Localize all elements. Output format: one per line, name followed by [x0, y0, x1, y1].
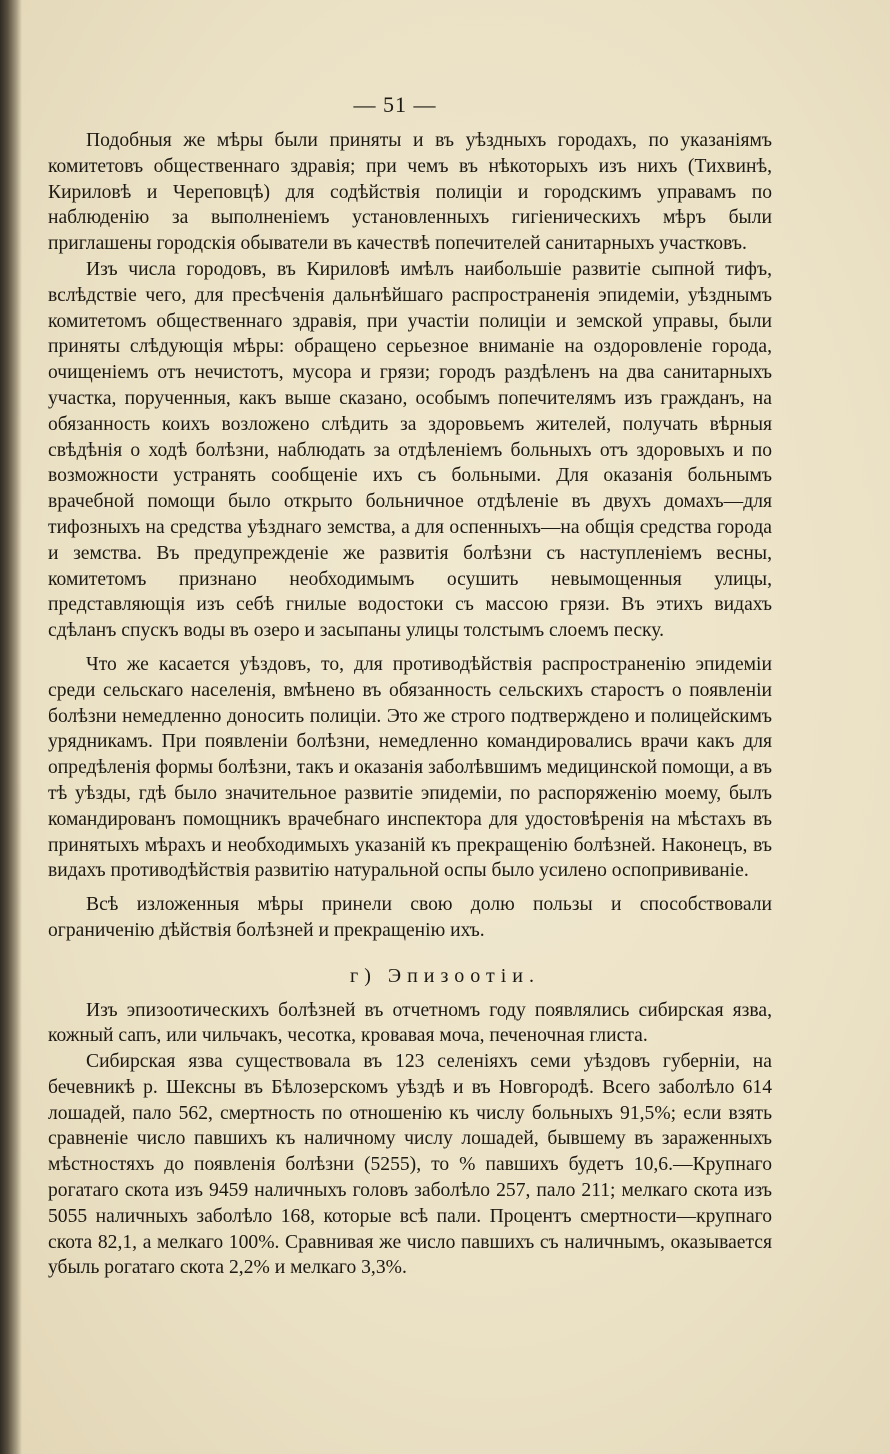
book-binding-edge	[0, 0, 22, 1454]
body-text	[48, 128, 772, 1281]
paragraph: Изъ эпизоотическихъ болѣзней въ отчетномъ году появлялись сибирская язва, кожный сапъ, или чильчакъ, чесотка, кровавая моча, печеночная глиста.	[48, 999, 772, 1047]
section-heading: г) Эпизоотіи.	[350, 964, 540, 987]
page-number: — 51 —	[353, 92, 437, 117]
paragraph: Всѣ изложенныя мѣры принели свою долю пользы и способствовали ограниченію дѣйствія болѣзней и прекращенію ихъ.	[48, 894, 772, 941]
paragraph: Изъ числа городовъ, въ Кириловѣ имѣлъ наибольшіе развитіе сыпной тифъ, вслѣдствіе чего, для пресѣченія дальнѣйшаго распространенія эпидеміи, уѣзднымъ комитетомъ общественнаго здравія, при участіи полиціи и земской управы, были приняты слѣдующія мѣры: обращено серьезное вниманіе на оздоровленіе города, очищеніемъ отъ нечистотъ, мусора и грязи; городъ раздѣленъ на два санитарныхъ участка, порученныя, какъ выше сказано, особымъ попечителямъ изъ гражданъ, на обязанность коихъ возложено слѣдить за здоровьемъ жителей, получать вѣрныя свѣдѣнія о ходѣ болѣзни, наблюдать за отдѣленіемъ больныхъ отъ здоровыхъ и по возможности устранять сообщеніе ихъ съ больными. Для оказанія больнымъ врачебной помощи было открыто больничное отдѣленіе въ двухъ домахъ—для тифозныхъ на средства уѣзднаго земства, а для оспенныхъ—на общія средства города и земства. Въ предупрежденіе же развитія болѣзни съ наступленіемъ весны, комитетомъ признано необходимымъ осушить невымощенныя улицы, представляющія изъ себѣ гнилые водостоки съ массою грязи. Въ этихъ видахъ сдѣланъ спускъ воды въ озеро и засыпаны улицы толстымъ слоемъ песку.	[48, 258, 772, 642]
paragraph: Сибирская язва существовала въ 123 селеніяхъ семи уѣздовъ губерніи, на бечевникѣ р. Шексны въ Бѣлозерскомъ уѣздѣ и въ Новгородѣ. Всего заболѣло 614 лошадей, пало 562, смертность по отношенію къ числу больныхъ 91,5%; если взять сравненіе число павшихъ къ наличному числу лошадей, бывшему въ зараженныхъ мѣстностяхъ до появленія болѣзни (5255), то % павшихъ будетъ 10,6.—Крупнаго рогатаго скота изъ 9459 наличныхъ головъ заболѣло 257, пало 211; мелкаго скота изъ 5055 наличныхъ заболѣло 168, которые всѣ пали. Процентъ смертности—крупнаго скота 82,1, а мелкаго 100%. Сравнивая же число павшихъ съ наличнымъ, оказывается убыль рогатаго скота 2,2% и мелкаго 3,3%.	[48, 1051, 772, 1279]
paragraph: Подобныя же мѣры были приняты и въ уѣздныхъ городахъ, по указаніямъ комитетовъ общественнаго здравія; при чемъ въ нѣкоторыхъ изъ нихъ (Тихвинѣ, Кириловѣ и Череповцѣ) для содѣйствія полиціи и городскимъ управамъ по наблюденію за выполненіемъ установленныхъ гигіеническихъ мѣръ были приглашены городскія обыватели въ качествѣ попечителей санитарныхъ участковъ.	[48, 130, 772, 255]
paragraph: Что же касается уѣздовъ, то, для противодѣйствія распространенію эпидеміи среди сельскаго населенія, вмѣнено въ обязанность сельскихъ старостъ о появленіи болѣзни немедленно доносить полиціи. Это же строго подтверждено и полицейскимъ урядникамъ. При появленіи болѣзни, немедленно командировались врачи какъ для опредѣленія формы болѣзни, такъ и оказанія заболѣвшимъ медицинской помощи, а въ тѣ уѣзды, гдѣ было значительное развитіе эпидеміи, по распоряженію моему, былъ командированъ помощникъ врачебнаго инспектора для удостовѣренія на мѣстахъ въ принятыхъ мѣрахъ и необходимыхъ указаній къ прекращенію болѣзней. Наконецъ, въ видахъ противодѣйствія развитію натуральной оспы было усилено оспопрививаніе.	[48, 653, 772, 882]
